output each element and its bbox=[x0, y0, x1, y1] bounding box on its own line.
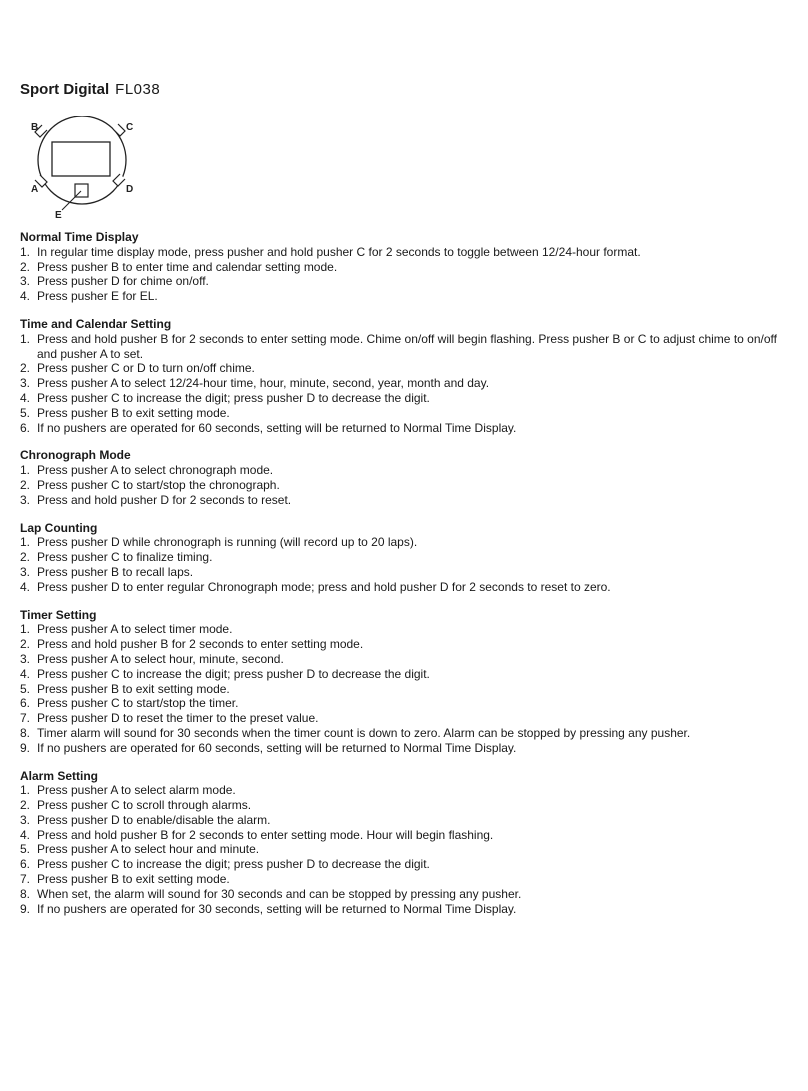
watch-diagram bbox=[20, 116, 150, 226]
section-heading: Chronograph Mode bbox=[20, 448, 131, 463]
step-text: Press pusher B to exit setting mode. bbox=[37, 681, 230, 696]
instruction-item bbox=[20, 463, 800, 478]
step-number: 3. bbox=[20, 651, 31, 666]
step-number: 1. bbox=[20, 463, 31, 478]
step-number: 1. bbox=[20, 622, 31, 637]
instruction-item bbox=[20, 535, 800, 550]
instruction-item bbox=[20, 726, 800, 741]
step-number: 7. bbox=[20, 711, 31, 726]
instruction-list bbox=[20, 245, 800, 304]
step-text: Press and hold pusher B for 2 seconds to enter setting mode. Hour will begin flashing. bbox=[37, 827, 494, 842]
section-alarm-setting bbox=[20, 769, 800, 917]
instruction-item bbox=[20, 813, 800, 828]
instruction-sections bbox=[20, 230, 800, 929]
step-text: Press pusher C or D to turn on/off chime. bbox=[37, 361, 255, 376]
step-number: 4. bbox=[20, 390, 31, 405]
instruction-item bbox=[20, 887, 800, 902]
section-heading: Time and Calendar Setting bbox=[20, 316, 172, 331]
step-number: 2. bbox=[20, 798, 31, 813]
instruction-list bbox=[20, 535, 800, 594]
step-text: In regular time display mode, press pusher and hold pusher C for 2 seconds to toggle between 12/24-hour format. bbox=[37, 244, 641, 259]
step-text: Press pusher D to enter regular Chronograph mode; press and hold pusher D for 2 seconds to reset to zero. bbox=[37, 579, 611, 594]
step-text: Press pusher B to exit setting mode. bbox=[37, 405, 230, 420]
instruction-item bbox=[20, 391, 800, 406]
label-e: E bbox=[55, 210, 62, 221]
label-b: B bbox=[31, 122, 39, 133]
step-number: 3. bbox=[20, 376, 31, 391]
instruction-item bbox=[20, 902, 800, 917]
instruction-item bbox=[20, 332, 800, 362]
step-number: 2. bbox=[20, 637, 31, 652]
step-text: Press and hold pusher D for 2 seconds to reset. bbox=[37, 492, 292, 507]
instruction-item bbox=[20, 857, 800, 872]
instruction-item bbox=[20, 565, 800, 580]
section-lap-counting bbox=[20, 521, 800, 595]
page-title bbox=[20, 80, 800, 100]
instruction-item bbox=[20, 711, 800, 726]
step-text: Press pusher A to select alarm mode. bbox=[37, 783, 236, 798]
step-text: Press pusher D for chime on/off. bbox=[37, 274, 209, 289]
instruction-item bbox=[20, 260, 800, 275]
instruction-item bbox=[20, 421, 800, 436]
step-number: 4. bbox=[20, 579, 31, 594]
instruction-item bbox=[20, 828, 800, 843]
step-number: 3. bbox=[20, 564, 31, 579]
step-text: Press pusher C to start/stop the chronograph. bbox=[37, 477, 280, 492]
section-normal-time-display bbox=[20, 230, 800, 304]
instruction-item bbox=[20, 667, 800, 682]
section-heading: Normal Time Display bbox=[20, 230, 139, 244]
section-time-and-calendar-setting bbox=[20, 317, 800, 435]
instruction-item bbox=[20, 493, 800, 508]
instruction-item bbox=[20, 637, 800, 652]
step-text: Press pusher A to select chronograph mode. bbox=[37, 463, 274, 478]
instruction-item bbox=[20, 550, 800, 565]
instruction-item bbox=[20, 622, 800, 637]
step-number: 3. bbox=[20, 492, 31, 507]
watch-display bbox=[52, 142, 110, 176]
instruction-item bbox=[20, 682, 800, 697]
step-number: 4. bbox=[20, 827, 31, 842]
step-text: When set, the alarm will sound for 30 seconds and can be stopped by pressing any pusher. bbox=[37, 886, 522, 901]
step-number: 3. bbox=[20, 274, 31, 289]
step-number: 1. bbox=[20, 331, 31, 346]
step-text: Press pusher E for EL. bbox=[37, 289, 158, 304]
instruction-item bbox=[20, 406, 800, 421]
step-number: 2. bbox=[20, 361, 31, 376]
instruction-item bbox=[20, 783, 800, 798]
step-text: Press and hold pusher B for 2 seconds to enter setting mode. bbox=[37, 637, 364, 652]
step-text: Press pusher A to select 12/24-hour time, hour, minute, second, year, month and day. bbox=[37, 376, 490, 391]
step-number: 6. bbox=[20, 696, 31, 711]
step-number: 7. bbox=[20, 872, 31, 887]
label-a: A bbox=[31, 184, 39, 195]
section-timer-setting bbox=[20, 608, 800, 756]
instruction-item bbox=[20, 580, 800, 595]
instruction-list bbox=[20, 783, 800, 916]
instruction-item bbox=[20, 652, 800, 667]
step-number: 6. bbox=[20, 857, 31, 872]
section-heading: Timer Setting bbox=[20, 607, 97, 622]
step-number: 8. bbox=[20, 886, 31, 901]
step-number: 1. bbox=[20, 783, 31, 798]
step-text: Press pusher C to start/stop the timer. bbox=[37, 696, 239, 711]
instruction-item bbox=[20, 696, 800, 711]
step-text: Press pusher C to increase the digit; press pusher D to decrease the digit. bbox=[37, 857, 430, 872]
step-number: 5. bbox=[20, 681, 31, 696]
step-text: Press pusher C to scroll through alarms. bbox=[37, 798, 252, 813]
instruction-item bbox=[20, 274, 800, 289]
instruction-list bbox=[20, 463, 800, 507]
step-number: 1. bbox=[20, 535, 31, 550]
step-number: 3. bbox=[20, 812, 31, 827]
step-text: Press pusher B to exit setting mode. bbox=[37, 872, 230, 887]
step-text: Press pusher C to finalize timing. bbox=[37, 550, 213, 565]
model-number: FL038 bbox=[115, 81, 161, 98]
instruction-item bbox=[20, 842, 800, 857]
step-text: If no pushers are operated for 60 seconds, setting will be returned to Normal Time Display. bbox=[37, 420, 517, 435]
instruction-list bbox=[20, 622, 800, 755]
manual-page bbox=[20, 80, 800, 916]
step-number: 2. bbox=[20, 550, 31, 565]
step-number: 4. bbox=[20, 666, 31, 681]
step-text: Press pusher A to select hour and minute. bbox=[37, 842, 260, 857]
instruction-item bbox=[20, 245, 800, 260]
step-text: Press pusher C to increase the digit; press pusher D to decrease the digit. bbox=[37, 666, 430, 681]
step-number: 2. bbox=[20, 477, 31, 492]
step-number: 5. bbox=[20, 405, 31, 420]
instruction-item bbox=[20, 478, 800, 493]
instruction-item bbox=[20, 289, 800, 304]
instruction-item bbox=[20, 798, 800, 813]
step-text: Press pusher D to reset the timer to the preset value. bbox=[37, 711, 319, 726]
step-number: 5. bbox=[20, 842, 31, 857]
step-text: Timer alarm will sound for 30 seconds when the timer count is down to zero. Alarm can be stopped by pressing any pusher. bbox=[37, 725, 691, 740]
step-text: If no pushers are operated for 30 seconds, setting will be returned to Normal Time Display. bbox=[37, 901, 517, 916]
step-text: Press pusher B to enter time and calendar setting mode. bbox=[37, 259, 338, 274]
instruction-item bbox=[20, 361, 800, 376]
step-number: 6. bbox=[20, 420, 31, 435]
step-text: Press and hold pusher B for 2 seconds to enter setting mode. Chime on/off will begin flashing. Press pusher B or C to adjust chime to on/off and pusher A to set. bbox=[37, 331, 777, 361]
instruction-item bbox=[20, 872, 800, 887]
step-text: Press pusher C to increase the digit; press pusher D to decrease the digit. bbox=[37, 390, 430, 405]
step-text: Press pusher A to select hour, minute, second. bbox=[37, 651, 284, 666]
step-number: 2. bbox=[20, 259, 31, 274]
step-number: 9. bbox=[20, 901, 31, 916]
instruction-item bbox=[20, 376, 800, 391]
step-number: 4. bbox=[20, 289, 31, 304]
step-text: Press pusher A to select timer mode. bbox=[37, 622, 233, 637]
step-number: 1. bbox=[20, 244, 31, 259]
step-number: 8. bbox=[20, 725, 31, 740]
step-text: Press pusher D to enable/disable the alarm. bbox=[37, 812, 271, 827]
product-name: Sport Digital bbox=[20, 81, 110, 98]
label-d: D bbox=[126, 184, 134, 195]
instruction-item bbox=[20, 741, 800, 756]
step-text: If no pushers are operated for 60 seconds, setting will be returned to Normal Time Display. bbox=[37, 740, 517, 755]
instruction-list bbox=[20, 332, 800, 436]
step-number: 9. bbox=[20, 740, 31, 755]
section-heading: Lap Counting bbox=[20, 520, 98, 535]
label-c: C bbox=[126, 122, 134, 133]
section-heading: Alarm Setting bbox=[20, 768, 99, 783]
step-text: Press pusher D while chronograph is running (will record up to 20 laps). bbox=[37, 535, 418, 550]
step-text: Press pusher B to recall laps. bbox=[37, 564, 194, 579]
section-chronograph-mode bbox=[20, 448, 800, 507]
